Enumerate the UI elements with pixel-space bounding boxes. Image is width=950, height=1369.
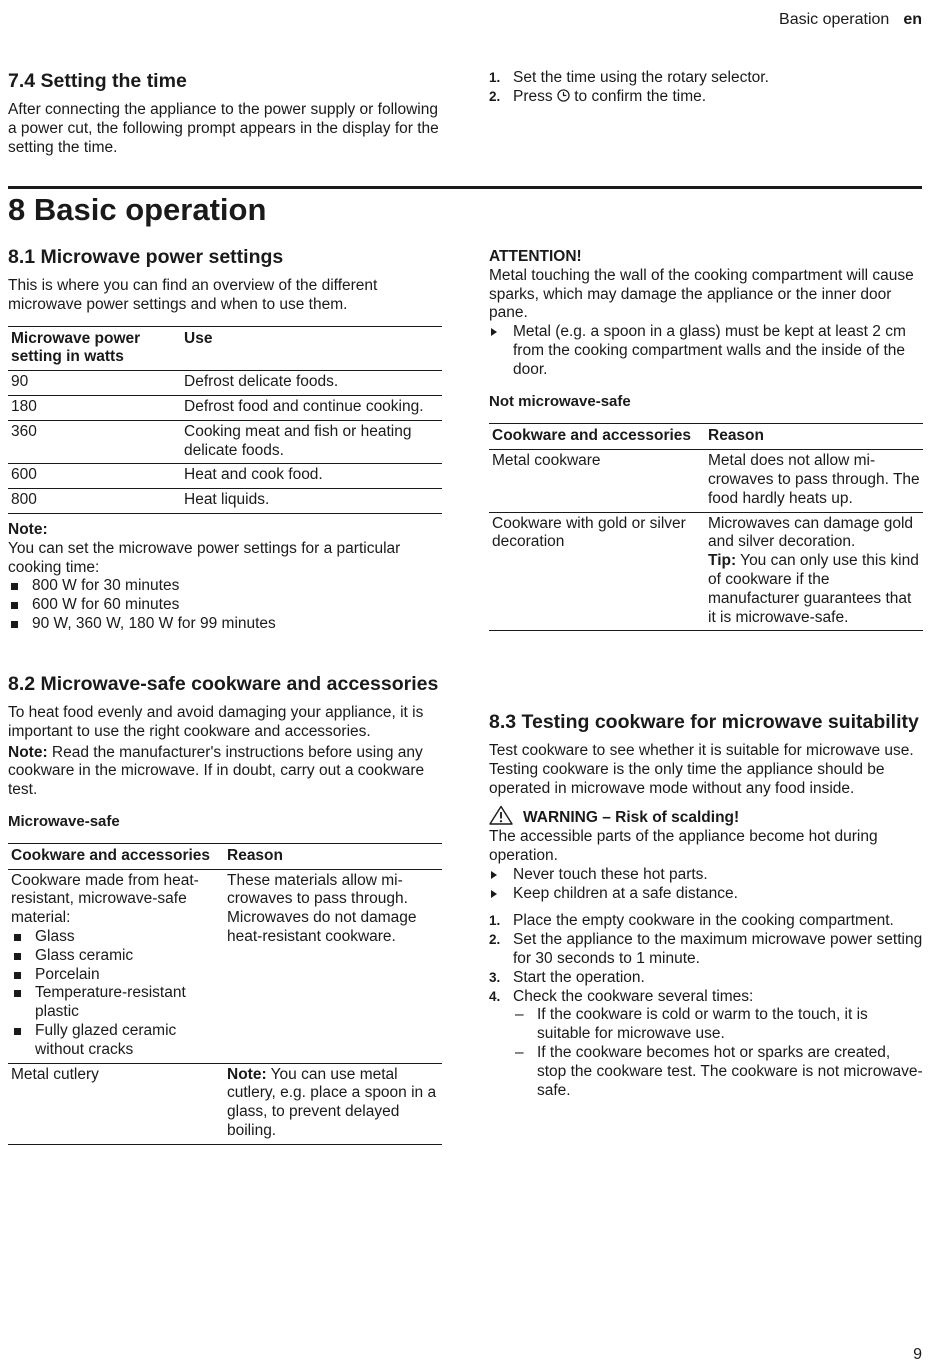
table-row [8, 371, 442, 396]
step-text-post: to confirm the time. [569, 87, 707, 105]
table-row [8, 395, 442, 420]
table-cell: Metal cutlery [8, 1063, 224, 1144]
table-cell: Metal cookware [489, 450, 705, 512]
list-item: Temperature-resistant plastic [11, 984, 221, 1022]
table-cell: Cooking meat and fish or heating delicate foods. [181, 420, 442, 464]
table-header-row [8, 326, 442, 371]
warning-label: WARNING – Risk of scalding! [523, 809, 740, 827]
check-sublist [513, 1006, 923, 1100]
cell-text: Microwaves can damage gold and silver decoration. [708, 514, 914, 551]
chapter-title: 8 Basic operation [8, 192, 267, 227]
step-number: 1. [489, 913, 501, 929]
step-item [489, 988, 923, 1101]
table-cell: Heat and cook food. [181, 464, 442, 489]
attention-text: Metal touching the wall of the cooking compartment will cause sparks, which may damage the appliance or the inner door pane. [489, 266, 914, 322]
list-item: 600 W for 60 minutes [8, 596, 442, 615]
tip-text: You can only use this kind of cookware if the manufacturer guarantees that it is microwave-safe. [708, 552, 919, 626]
section-8-2-title: 8.2 Microwave-safe cookware and accessories [8, 673, 439, 695]
material-list [11, 928, 221, 1060]
list-item: Glass ceramic [11, 947, 221, 966]
step-text: Check the cookware several times: [513, 987, 754, 1005]
step-text: Set the appliance to the maximum microwave power setting for 30 seconds to 1 minute. [513, 931, 923, 967]
list-item: Porcelain [11, 966, 221, 985]
section-8-2 [8, 673, 442, 1145]
step-number: 4. [489, 988, 501, 1004]
table-row [8, 420, 442, 464]
section-8-3-body: Test cookware to see whether it is suitable for microwave use. Testing cookware is the only time the appliance should be operated in microwave mode without any food inside. [489, 742, 914, 797]
step-text: Set the time using the rotary selector. [513, 69, 769, 86]
section-8-2-note [8, 744, 442, 800]
list-item: Metal (e.g. a spoon in a glass) must be kept at least 2 cm from the cooking compartment walls and the inside of the door. [489, 323, 923, 379]
table-cell: Defrost delicate foods. [181, 371, 442, 396]
chapter-rule [8, 186, 922, 189]
section-7-4-title: 7.4 Setting the time [8, 70, 187, 92]
note-label: Note: [227, 1065, 267, 1083]
step-text: Start the operation. [513, 968, 645, 986]
section-8-1 [8, 246, 442, 634]
microwave-safe-heading: Microwave-safe [8, 812, 120, 830]
step-text-pre: Press [513, 87, 557, 105]
section-8-2-body: To heat food evenly and avoid damaging your appliance, it is important to use the right cookware and accessories. [8, 704, 424, 740]
table-cell [8, 869, 224, 1063]
section-7-4 [8, 70, 442, 157]
section-8-3-title: 8.3 Testing cookware for microwave suitability [489, 711, 919, 733]
table-cell: 800 [8, 489, 181, 514]
page-number: 9 [913, 1346, 922, 1363]
running-header-language: en [903, 11, 922, 28]
list-item: Never touch these hot parts. [489, 866, 923, 885]
table-header-cell: Cookware and accessories [8, 843, 224, 869]
attention-list [489, 323, 923, 379]
list-item: 90 W, 360 W, 180 W for 99 minutes [8, 615, 442, 634]
power-settings-table [8, 326, 442, 514]
step-item [489, 969, 923, 988]
warning-list [489, 866, 923, 904]
attention-label: ATTENTION! [489, 248, 582, 265]
microwave-safe-table [8, 843, 442, 1145]
tip-label: Tip: [708, 552, 737, 570]
running-header-section: Basic operation [779, 11, 890, 28]
clock-icon [557, 89, 570, 102]
table-cell: 90 [8, 371, 181, 396]
note-label: Note: [8, 743, 48, 761]
warning-triangle-icon [489, 805, 513, 825]
not-microwave-safe-heading: Not microwave-safe [489, 392, 631, 410]
table-row [8, 464, 442, 489]
section-8-1-body: This is where you can find an overview of the different microwave power settings and when to use them. [8, 277, 378, 313]
step-text: Place the empty cookware in the cooking compartment. [513, 912, 894, 930]
table-header-cell: Reason [224, 843, 442, 869]
note-label: Note: [8, 520, 48, 538]
step-number: 2. [489, 88, 501, 104]
step-item [489, 88, 923, 107]
step-number: 2. [489, 932, 501, 948]
table-cell: Cookware with gold or silver decoration [489, 512, 705, 631]
section-7-4-body: After connecting the appliance to the power supply or following a power cut, the following prompt appears in the display for the setting the time. [8, 101, 439, 156]
table-cell: 360 [8, 420, 181, 464]
table-header-row [8, 843, 442, 869]
table-row [489, 512, 923, 631]
table-row [8, 1063, 442, 1144]
section-7-4-steps [489, 69, 923, 107]
step-item [489, 69, 923, 88]
test-steps [489, 912, 923, 1100]
table-header-cell: Microwave power setting in watts [8, 326, 181, 371]
list-item: Keep children at a safe distance. [489, 885, 923, 904]
section-8-3 [489, 711, 923, 1100]
warning-heading [489, 805, 923, 828]
step-number: 1. [489, 70, 501, 85]
table-cell: Heat liquids. [181, 489, 442, 514]
table-cell: These materials allow microwaves to pass through. Microwaves do not damage heat-resistant cookware. [224, 869, 442, 1063]
table-header-cell: Reason [705, 424, 923, 450]
note-list [8, 577, 442, 633]
section-8-1-title: 8.1 Microwave power settings [8, 246, 284, 268]
cell-text: Cookware made from heat-resistant, microwave-safe material: [11, 871, 199, 927]
list-item: – If the cookware becomes hot or sparks are created, stop the cookware test. The cookware is not microwave-safe. [513, 1044, 923, 1100]
table-cell: Defrost food and continue cooking. [181, 395, 442, 420]
tip [708, 552, 920, 627]
list-item: 800 W for 30 minutes [8, 577, 442, 596]
table-row [489, 450, 923, 512]
table-cell: 180 [8, 395, 181, 420]
step-item [489, 912, 923, 931]
step-item [489, 931, 923, 969]
table-header-cell: Use [181, 326, 442, 371]
attention-block [489, 248, 923, 631]
table-row [8, 869, 442, 1063]
table-cell: 600 [8, 464, 181, 489]
table-header-cell: Cookware and accessories [489, 424, 705, 450]
table-cell: Metal does not allow microwaves to pass through. The food hardly heats up. [705, 450, 923, 512]
running-header [779, 11, 922, 30]
table-row [8, 489, 442, 514]
note-text: Read the manufacturer's instructions before using any cookware in the microwave. If in doubt, carry out a cookware test. [8, 743, 425, 799]
table-cell [224, 1063, 442, 1144]
table-header-row [489, 424, 923, 450]
list-item: – If the cookware is cold or warm to the touch, it is suitable for microwave use. [513, 1006, 923, 1044]
warning-text: The accessible parts of the appliance become hot during operation. [489, 828, 878, 864]
table-cell [705, 512, 923, 631]
note-text: You can set the microwave power settings for a particular cooking time: [8, 539, 401, 576]
not-microwave-safe-table [489, 423, 923, 631]
list-item: Fully glazed ceramic without cracks [11, 1022, 221, 1060]
list-item: Glass [11, 928, 221, 947]
note-text: You can use metal cutlery, e.g. place a spoon in a glass, to prevent delayed boiling. [227, 1065, 437, 1139]
step-number: 3. [489, 969, 501, 985]
